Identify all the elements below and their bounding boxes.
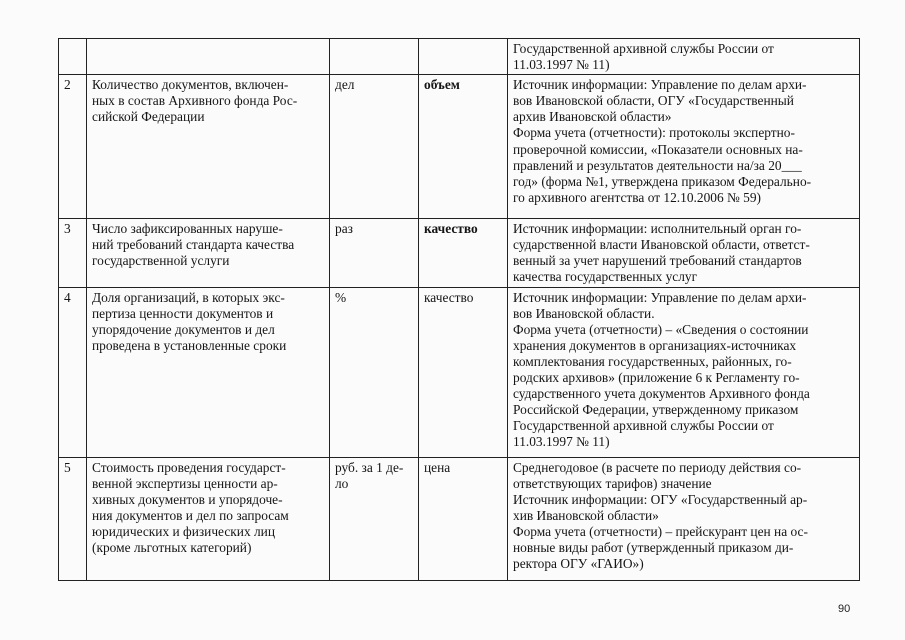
cell-text-line: сийской Федерации <box>92 109 205 125</box>
cell-text-line: Число зафиксированных наруше- <box>92 221 283 237</box>
indicator-name-cell <box>87 75 330 219</box>
cell-text-line: раз <box>335 221 353 237</box>
unit-cell <box>330 75 419 219</box>
cell-text-line: (кроме льготных категорий) <box>92 540 252 556</box>
cell-text-line: Форма учета (отчетности) – прейскурант цен на ос- <box>513 523 808 539</box>
cell-text-line: хив Ивановской области» <box>513 507 659 523</box>
row-number: 5 <box>64 459 71 475</box>
source-cell <box>508 457 860 580</box>
cell-text-line: 11.03.1997 № 11) <box>513 434 610 450</box>
row-number-cell <box>59 39 87 75</box>
cell-text-line: Форма учета (отчетности) – «Сведения о состоянии <box>513 321 809 337</box>
cell-text-line: Источник информации: Управление по делам архи- <box>513 289 807 305</box>
table-row <box>59 287 860 457</box>
indicator-type: качество <box>424 221 478 237</box>
cell-text-line: руб. за 1 де- <box>335 459 404 475</box>
cell-text-line: сударственного учета документов Архивного фонда <box>513 386 810 402</box>
cell-text-line: ных в состав Архивного фонда Рос- <box>92 93 298 109</box>
table-body <box>59 39 860 581</box>
indicator-type-cell <box>419 219 508 287</box>
indicator-name-cell <box>87 457 330 580</box>
row-number-cell <box>59 75 87 219</box>
table-row <box>59 457 860 580</box>
cell-text-line: Количество документов, включен- <box>92 77 289 93</box>
unit-cell <box>330 39 419 75</box>
unit-cell <box>330 219 419 287</box>
table-row <box>59 75 860 219</box>
cell-text-line: вов Ивановской области, ОГУ «Государственный <box>513 93 794 109</box>
unit-cell <box>330 457 419 580</box>
cell-text-line: венный за учет нарушений требований стандартов <box>513 253 802 269</box>
cell-text-line: Государственной архивной службы России от <box>513 418 774 434</box>
cell-text-line: Источник информации: ОГУ «Государственный ар- <box>513 491 808 507</box>
cell-text-line: правлений и результатов деятельности на/за 20___ <box>513 157 802 173</box>
row-number-cell <box>59 219 87 287</box>
page-number: 90 <box>838 603 851 615</box>
cell-text-line: ректора ОГУ «ГАИО») <box>513 556 644 572</box>
cell-text-line: Стоимость проведения государст- <box>92 459 286 475</box>
cell-text-line: сударственной власти Ивановской области, ответст- <box>513 237 810 253</box>
indicator-type-cell <box>419 39 508 75</box>
row-number-cell <box>59 287 87 457</box>
source-cell <box>508 75 860 219</box>
source-cell <box>508 39 860 75</box>
indicator-type: качество <box>424 289 474 305</box>
cell-text-line: комплектования государственных, районных, го- <box>513 353 792 369</box>
cell-text-line: го архивного агентства от 12.10.2006 № 59) <box>513 189 762 205</box>
row-number-cell <box>59 457 87 580</box>
cell-text-line: ответствующих тарифов) значение <box>513 475 712 491</box>
cell-text-line: ния документов и дел по запросам <box>92 507 289 523</box>
unit-cell <box>330 287 419 457</box>
cell-text-line: Источник информации: исполнительный орган го- <box>513 221 802 237</box>
cell-text-line: ний требований стандарта качества <box>92 237 295 253</box>
cell-text-line: вов Ивановской области. <box>513 305 655 321</box>
row-number: 3 <box>64 221 71 237</box>
cell-text-line: 11.03.1997 № 11) <box>513 57 610 73</box>
source-cell <box>508 287 860 457</box>
cell-text-line: Среднегодовое (в расчете по периоду действия со- <box>513 459 802 475</box>
indicator-type: цена <box>424 459 451 475</box>
cell-text-line: хранения документов в организациях-источниках <box>513 337 797 353</box>
cell-text-line: Государственной архивной службы России от <box>513 41 774 56</box>
cell-text-line: дел <box>335 77 355 93</box>
indicator-type-cell <box>419 75 508 219</box>
cell-text-line: упорядочение документов и дел <box>92 321 275 337</box>
indicator-name-cell <box>87 219 330 287</box>
row-number: 4 <box>64 289 71 305</box>
cell-text-line: государственной услуги <box>92 253 230 269</box>
cell-text-line: пертиза ценности документов и <box>92 305 274 321</box>
indicator-type-cell <box>419 287 508 457</box>
cell-text-line: архив Ивановской области» <box>513 109 672 125</box>
cell-text-line: венной экспертизы ценности ар- <box>92 475 278 491</box>
cell-text-line: новные виды работ (утвержденный приказом ди- <box>513 540 794 556</box>
indicator-name-cell <box>87 287 330 457</box>
cell-text-line: юридических и физических лиц <box>92 523 276 539</box>
cell-text-line: проведена в установленные сроки <box>92 337 287 353</box>
row-number: 2 <box>64 77 71 93</box>
cell-text-line: ло <box>335 475 349 491</box>
cell-text-line: родских архивов» (приложение 6 к Регламенту го- <box>513 370 800 386</box>
cell-text-line: % <box>335 289 347 305</box>
cell-text-line: Российской Федерации, утвержденному приказом <box>513 402 799 418</box>
indicator-type-cell <box>419 457 508 580</box>
indicators-table <box>58 38 860 581</box>
cell-text-line: Доля организаций, в которых экс- <box>92 289 285 305</box>
cell-text-line: качества государственных услуг <box>513 269 698 285</box>
cell-text-line: Источник информации: Управление по делам архи- <box>513 77 807 93</box>
cell-text-line: год» (форма №1, утверждена приказом Федерально- <box>513 173 812 189</box>
source-cell <box>508 219 860 287</box>
cell-text-line: хивных документов и упорядоче- <box>92 491 283 507</box>
indicator-type: объем <box>424 77 460 93</box>
table-row <box>59 219 860 287</box>
indicator-name-cell <box>87 39 330 75</box>
cell-text-line: Форма учета (отчетности): протоколы экспертно- <box>513 125 795 141</box>
cell-text-line: проверочной комиссии, «Показатели основных на- <box>513 141 803 157</box>
table-row <box>59 39 860 75</box>
